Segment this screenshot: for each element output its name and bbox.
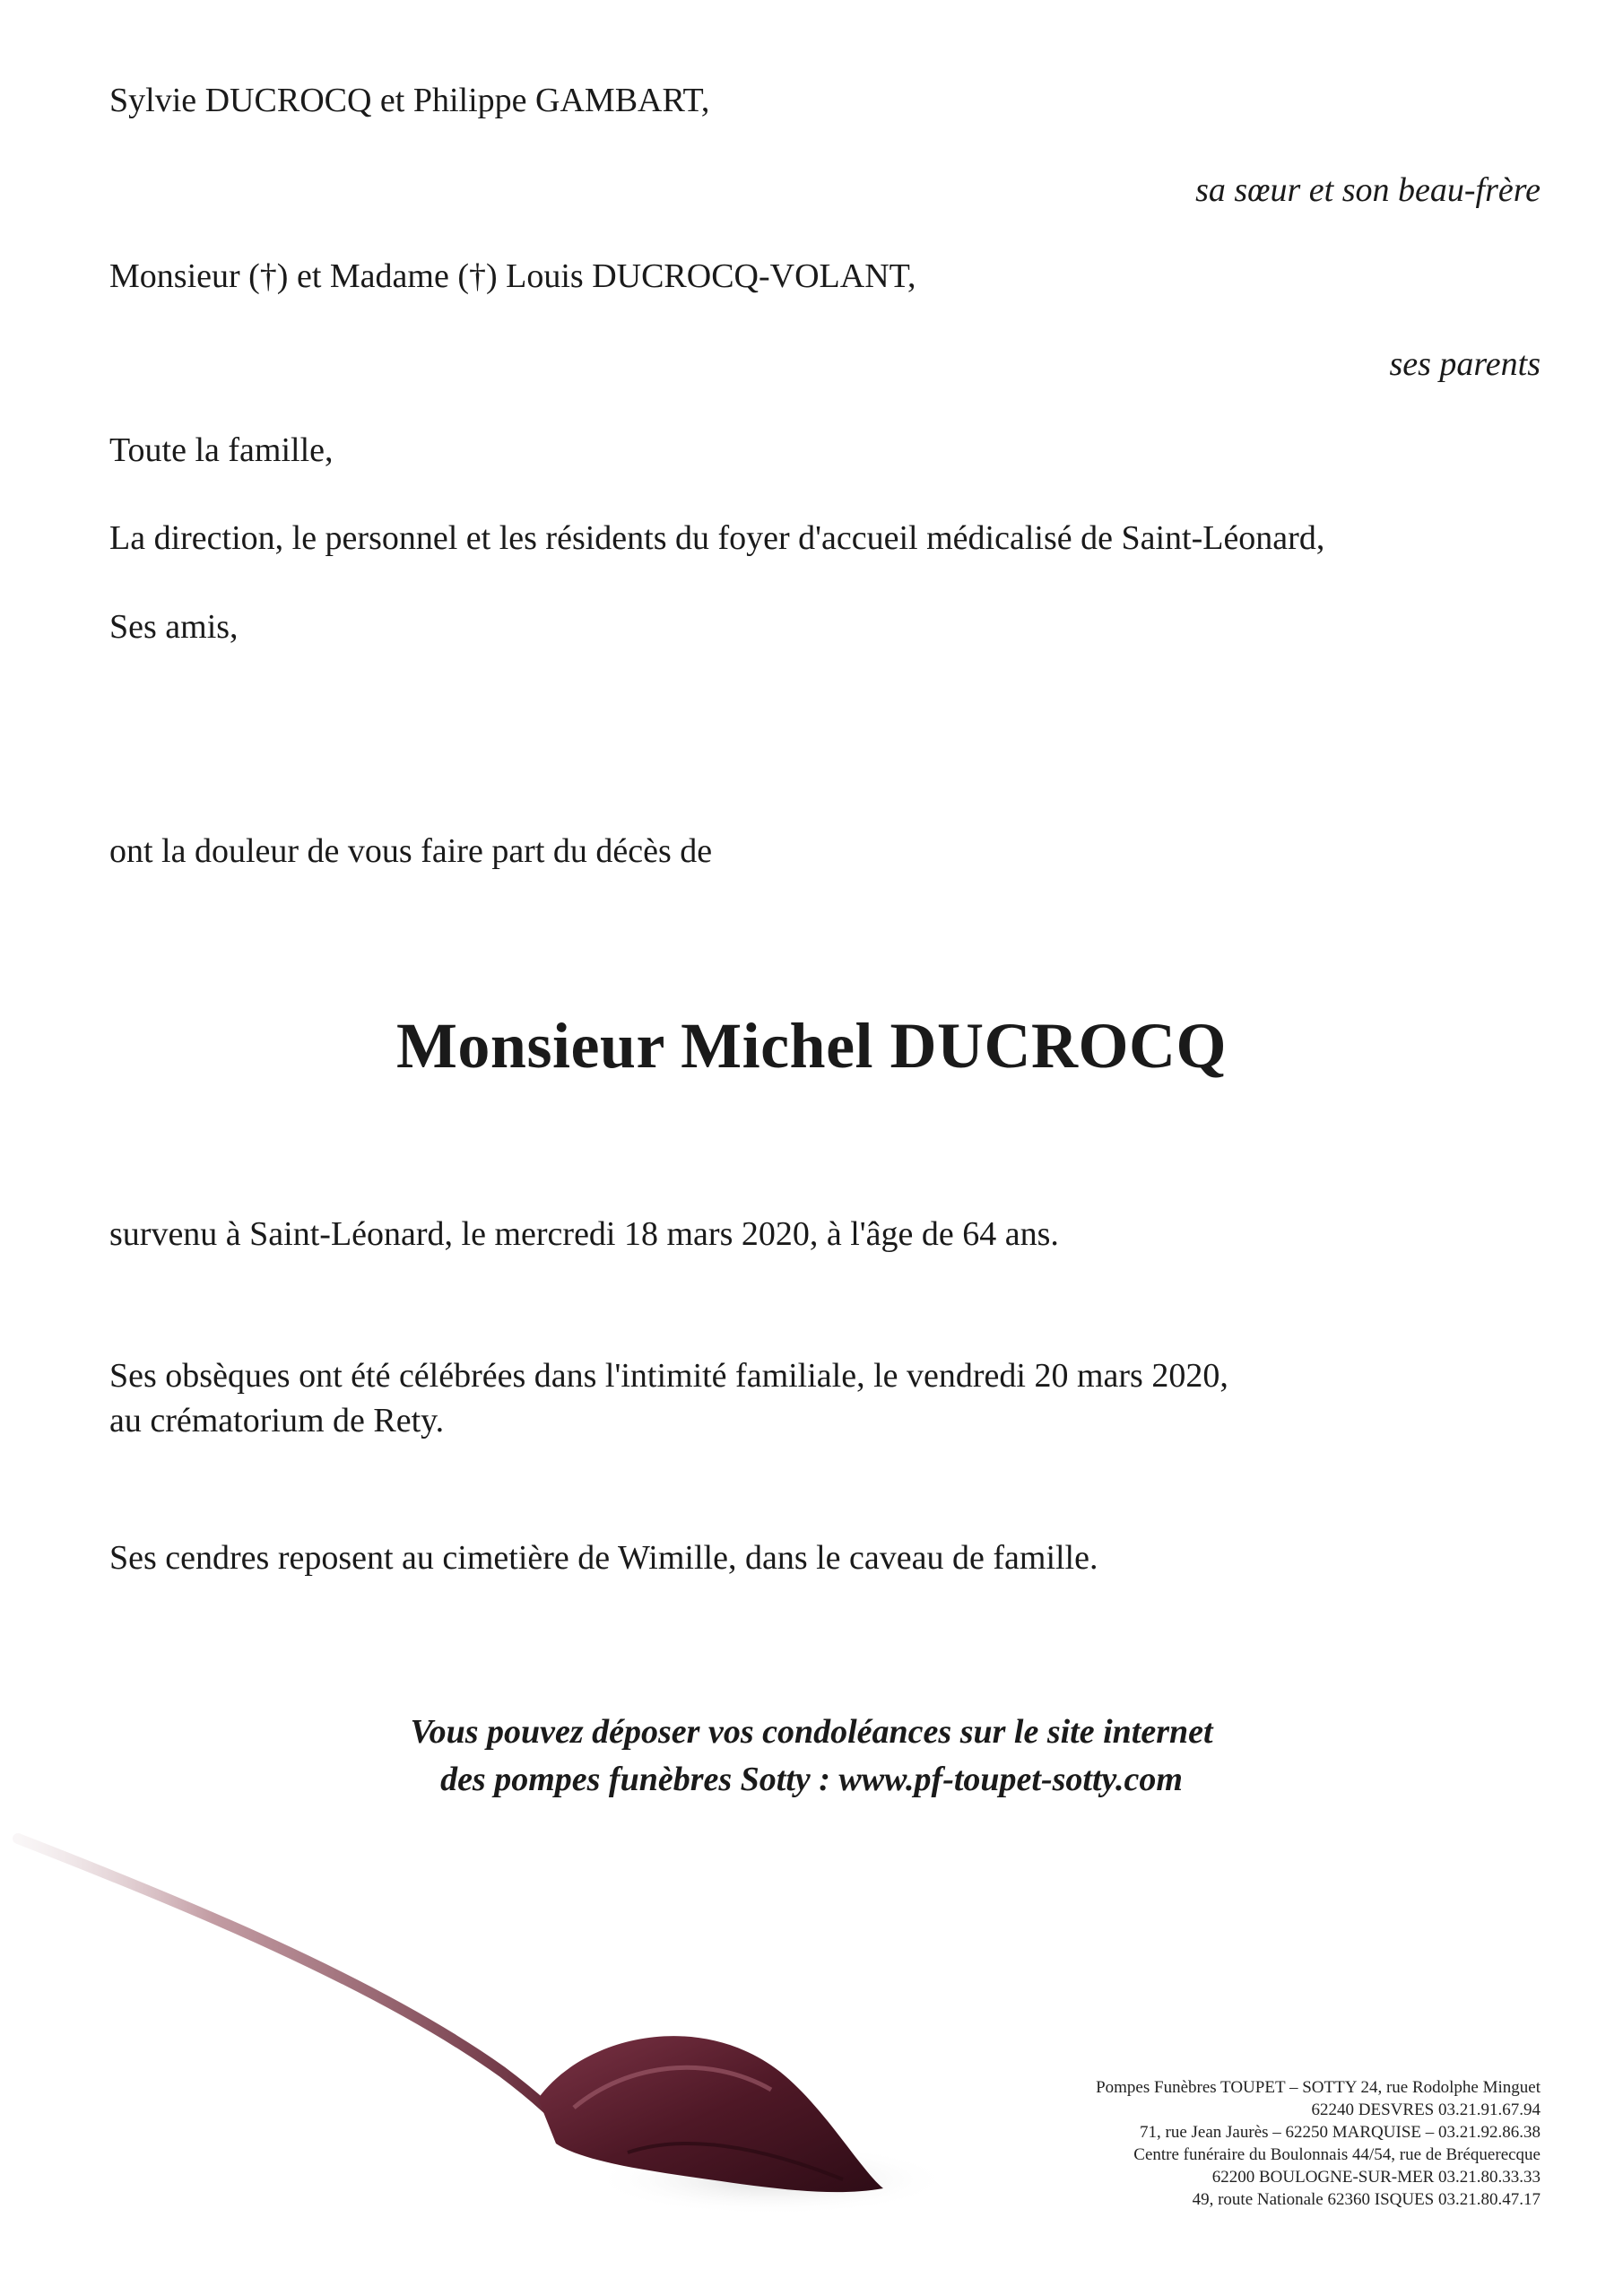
footer-line: 71, rue Jean Jaurès – 62250 MARQUISE – 03.21.92.86.38 (1140, 2123, 1541, 2142)
flower-stem (18, 1839, 574, 2135)
condolence-line-1: Vous pouvez déposer vos condoléances sur le site internet (410, 1713, 1213, 1751)
family-relation-2: ses parents (1389, 345, 1541, 383)
footer-line: Centre funéraire du Boulonnais 44/54, rue de Bréquerecque (1133, 2145, 1541, 2164)
family-line-5: Ses amis, (109, 608, 239, 646)
flower-petal (538, 2036, 883, 2192)
condolence-line-2: des pompes funèbres Sotty : www.pf-toupet-sotty.com (440, 1761, 1183, 1798)
family-line-1: Sylvie DUCROCQ et Philippe GAMBART, (109, 82, 710, 119)
family-line-4: La direction, le personnel et les résidents du foyer d'accueil médicalisé de Saint-Léonard, (109, 519, 1325, 557)
footer-line: Pompes Funèbres TOUPET – SOTTY 24, rue Rodolphe Minguet (1096, 2078, 1541, 2097)
funeral-line-2: au crématorium de Rety. (109, 1402, 445, 1439)
funeral-home-footer (1096, 2076, 1541, 2211)
footer-line: 62200 BOULOGNE-SUR-MER 03.21.80.33.33 (1211, 2168, 1541, 2187)
calla-lily-image (0, 1803, 1004, 2269)
death-details: survenu à Saint-Léonard, le mercredi 18 mars 2020, à l'âge de 64 ans. (109, 1215, 1059, 1253)
family-relation-1: sa sœur et son beau-frère (1195, 171, 1541, 209)
ashes-text: Ses cendres reposent au cimetière de Wimille, dans le caveau de famille. (109, 1539, 1098, 1577)
deceased-name: Monsieur Michel DUCROCQ (395, 1010, 1228, 1082)
announcement-text: ont la douleur de vous faire part du décès de (109, 832, 713, 870)
funeral-line-1: Ses obsèques ont été célébrées dans l'intimité familiale, le vendredi 20 mars 2020, (109, 1357, 1228, 1395)
footer-line: 49, route Nationale 62360 ISQUES 03.21.80.47.17 (1192, 2190, 1541, 2209)
family-line-2: Monsieur (†) et Madame (†) Louis DUCROCQ-VOLANT, (109, 257, 916, 295)
footer-line: 62240 DESVRES 03.21.91.67.94 (1311, 2100, 1541, 2119)
family-line-3: Toute la famille, (109, 431, 334, 469)
